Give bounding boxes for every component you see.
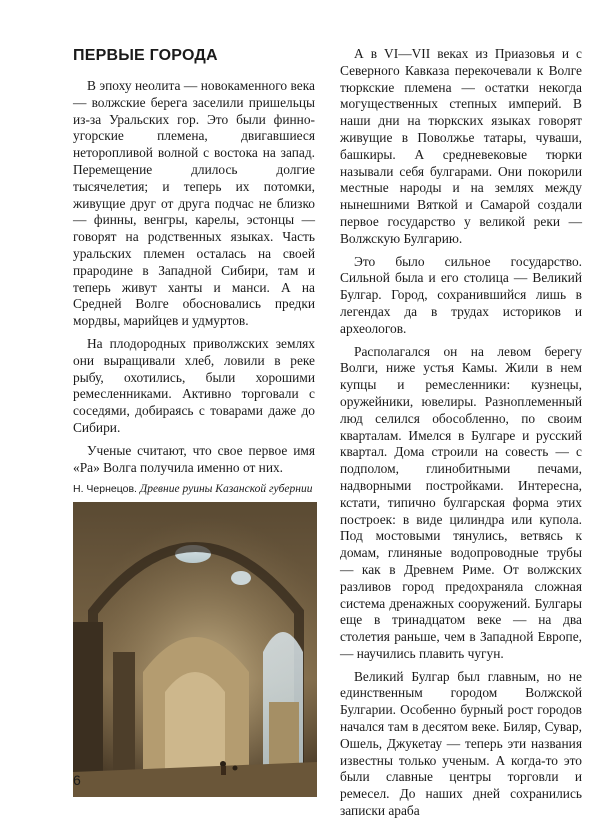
painting-caption [73, 482, 315, 496]
left-paragraph-2: На плодородных приволжских землях они выращивали хлеб, ловили в реке рыбу, охотились, были хорошими ремесленниками. Активно торговали с соседями, добираясь с товарами даже до Сибири. [73, 335, 315, 435]
right-paragraph-2: Это было сильное государство. Сильной была и его столица — Великий Булгар. Город, сохранившийся лишь в легендах да в трудах историков и археологов. [340, 253, 582, 336]
page-heading: ПЕРВЫЕ ГОРОДА [73, 47, 218, 64]
right-paragraph-4: Великий Булгар был главным, но не единственным городом Волжской Булгарии. Особенно бурный рост городов начался там в десятом веке. Биляр, Сувар, Ошель, Джукетау — теперь эти названия известны только ученым. А когда-то это были славные центры торговли и ремесел. До наших дней сохранились записки араба [340, 668, 582, 819]
right-column [340, 46, 582, 826]
right-paragraph-1: А в VI—VII веках из Приазовья и с Северного Кавказа перекочевали к Волге тюркские племена — остатки некогда могущественных степных империй. В наши дни на тюркских языках говорят живущие в Поволжье татары, чуваши, башкиры. А средневековые тюрки называли себя булгарами. Они покорили местные народы и на землях между нынешними Вяткой и Самарой создали первое государство у великой реки — Волжскую Булгарию. [340, 46, 582, 246]
caption-author: Н. Чернецов. [73, 483, 137, 496]
caption-title: Древние руины Казанской губернии [139, 483, 313, 496]
left-paragraph-1: В эпоху неолита — новокаменного века — волжские берега заселили пришельцы из-за Уральских гор. Это были финно-угорские племена, двигавшиеся неторопливой волной с востока на запад. Перемещение длилось долгие тысячелетия; и теперь их потомки, живущие друг от друга подчас не близко — финны, венгры, карелы, эстонцы — говорят на родственных языках. Часть уральских племен осталась на своей прародине в Западной Сибири, там и теперь живут ханты и манси. А на Средней Волге обосновались предки мордвы, марийцев и удмуртов. [73, 78, 315, 329]
left-paragraph-3: Ученые считают, что свое первое имя «Ра» Волга получила именно от них. [73, 442, 315, 475]
page-number: 6 [73, 772, 81, 788]
ruins-painting [73, 502, 317, 797]
left-column [73, 46, 315, 797]
right-paragraph-3: Располагался он на левом берегу Волги, ниже устья Камы. Жили в нем купцы и ремесленники: кузнецы, оружейники, ювелиры. Разноплеменный люд селился обособленно, по своим кварталам. Имелся в Булгаре и русский квартал. Дома строили на совесть — с подполом, глинобитными печами, надворными постройками. Интересна, кстати, типично булгарская форма этих построек: в виде цилиндра или купола. Под мостовыми тянулись, ветвясь к домам, глиняные водопроводные трубы — как в Древнем Риме. От волжских разливов город предохраняла сложная система дренажных сооружений. Булгары еще в тринадцатом веке — на два столетия раньше, чем в Западной Европе, — научились плавить чугун. [340, 343, 582, 661]
